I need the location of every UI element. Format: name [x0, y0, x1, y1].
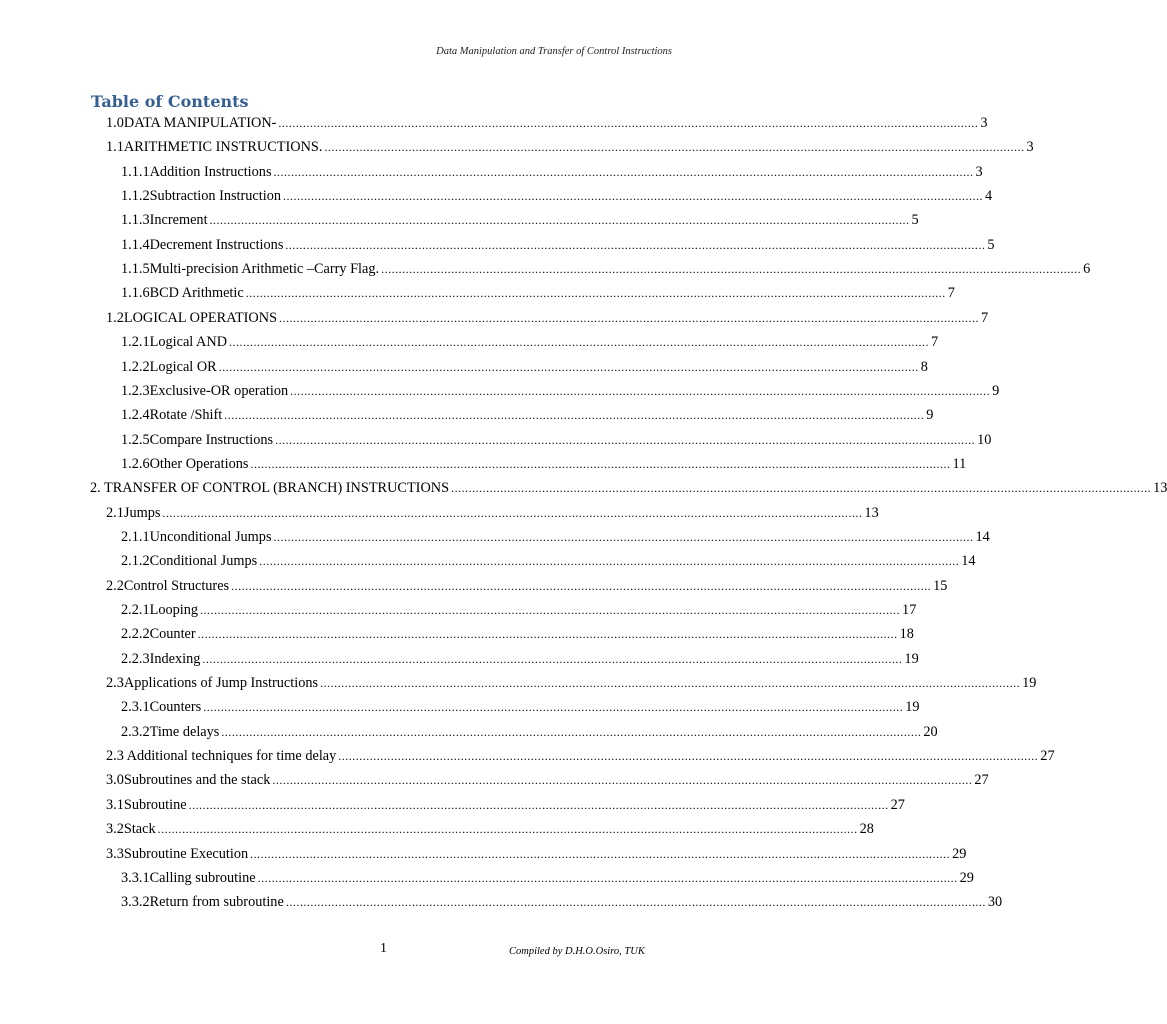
- toc-entry-page: 27: [974, 772, 989, 789]
- toc-entry-number: 2.3.1: [121, 699, 150, 716]
- toc-entry-number: 1.1.5: [121, 261, 150, 278]
- toc-entry[interactable]: [121, 235, 995, 255]
- toc-entry[interactable]: [121, 454, 967, 474]
- toc-entry-number: 3.1: [106, 796, 124, 813]
- toc-entry-page: 5: [911, 212, 919, 229]
- toc-dot-leader: ........................................................................................................................................................................................................: [338, 749, 1039, 764]
- toc-entry-page: 18: [899, 626, 914, 643]
- toc-dot-leader: ........................................................................................................................................................................................................: [209, 213, 910, 228]
- toc-entry-title: Subroutine: [123, 796, 187, 813]
- toc-entry-number: 1.2.4: [121, 407, 150, 424]
- toc-dot-leader: ........................................................................................................................................................................................................: [279, 310, 980, 325]
- toc-entry-title: Logical OR: [149, 358, 217, 375]
- toc-entry[interactable]: [121, 283, 955, 303]
- toc-entry-title: Exclusive-OR operation: [149, 382, 289, 399]
- toc-entry-page: 3: [980, 115, 988, 131]
- toc-entry-title: Increment: [149, 212, 208, 229]
- toc-entry-page: 13: [1153, 480, 1167, 497]
- toc-entry[interactable]: [106, 308, 989, 328]
- toc-entry-number: 1.2.5: [121, 431, 150, 448]
- toc-entry-page: 15: [933, 577, 948, 594]
- toc-entry[interactable]: [121, 697, 920, 717]
- toc-entry-number: 3.3.1: [121, 869, 150, 886]
- toc-entry-title: Subroutine Execution: [123, 845, 249, 862]
- toc-entry-title: Other Operations: [149, 455, 249, 472]
- toc-entry[interactable]: [121, 381, 1000, 401]
- toc-dot-leader: ........................................................................................................................................................................................................: [320, 676, 1021, 691]
- toc-dot-leader: ........................................................................................................................................................................................................: [197, 627, 898, 642]
- toc-entry-page: 20: [923, 723, 938, 740]
- toc-entry[interactable]: [106, 844, 967, 864]
- toc-entry-page: 17: [902, 602, 917, 618]
- toc-entry[interactable]: [121, 259, 1091, 279]
- toc-entry-page: 6: [1083, 261, 1091, 278]
- toc-entry-page: 29: [952, 845, 967, 862]
- toc-entry-title: LOGICAL OPERATIONS: [123, 309, 278, 326]
- toc-entry[interactable]: [121, 430, 992, 450]
- toc-entry-title: Stack: [123, 821, 156, 838]
- toc-entry-page: 4: [985, 188, 993, 205]
- toc-entry[interactable]: [90, 478, 1167, 498]
- toc-entry[interactable]: [106, 503, 879, 523]
- toc-entry-title: Looping: [149, 602, 199, 618]
- toc-entry-page: 19: [904, 650, 919, 667]
- toc-entry-page: 3: [1026, 139, 1034, 156]
- toc-dot-leader: ........................................................................................................................................................................................................: [273, 164, 974, 179]
- toc-entry-title: Counters: [149, 699, 202, 716]
- toc-entry-page: 29: [959, 869, 974, 886]
- toc-entry-title: Conditional Jumps: [149, 553, 258, 570]
- toc-dot-leader: ........................................................................................................................................................................................................: [229, 335, 930, 350]
- toc-entry-title: Subroutines and the stack: [123, 772, 271, 789]
- toc-dot-leader: ........................................................................................................................................................................................................: [324, 140, 1025, 155]
- toc-dot-leader: ........................................................................................................................................................................................................: [218, 359, 919, 374]
- toc-dot-leader: ........................................................................................................................................................................................................: [162, 505, 863, 520]
- toc-dot-leader: ........................................................................................................................................................................................................: [272, 773, 973, 788]
- toc-entry-page: 19: [1022, 675, 1037, 692]
- toc-entry-number: 1.2.6: [121, 455, 150, 472]
- toc-entry-page: 27: [890, 796, 905, 813]
- toc-entry-number: 2.2.2: [121, 626, 150, 643]
- toc-entry-page: 19: [905, 699, 920, 716]
- toc-entry-number: 2.1.1: [121, 528, 150, 545]
- toc-dot-leader: ........................................................................................................................................................................................................: [451, 481, 1152, 496]
- toc-entry-title: Control Structures: [123, 577, 230, 594]
- toc-entry[interactable]: [106, 795, 905, 815]
- toc-entry[interactable]: [121, 551, 976, 571]
- toc-dot-leader: ........................................................................................................................................................................................................: [188, 797, 889, 812]
- running-header: Data Manipulation and Transfer of Control Instructions: [436, 46, 672, 57]
- toc-entry-title: Counter: [149, 626, 196, 643]
- toc-entry[interactable]: [106, 576, 948, 596]
- toc-entry-number: 3.0: [106, 772, 124, 789]
- toc-dot-leader: ........................................................................................................................................................................................................: [259, 554, 960, 569]
- toc-entry-number: 1.1.1: [121, 163, 150, 180]
- toc-entry-number: 3.3: [106, 845, 124, 862]
- toc-entry[interactable]: [121, 527, 990, 547]
- toc-entry-number: 1.2: [106, 309, 124, 326]
- toc-entry[interactable]: [106, 113, 988, 133]
- toc-entry-number: 2.2: [106, 577, 124, 594]
- toc-entry[interactable]: [106, 137, 1034, 157]
- toc-entry-number: 2.2.1: [121, 602, 150, 618]
- toc-entry[interactable]: [121, 892, 1003, 912]
- toc-entry-page: 30: [987, 894, 1003, 911]
- toc-entry[interactable]: [121, 162, 983, 182]
- toc-dot-leader: ........................................................................................................................................................................................................: [157, 822, 858, 837]
- toc-entry-title: Return from subroutine: [149, 894, 284, 911]
- toc-entry-number: 2.1: [106, 504, 124, 521]
- toc-dot-leader: ........................................................................................................................................................................................................: [278, 116, 979, 130]
- toc-entry-page: 3: [975, 163, 983, 180]
- toc-entry-number: 3.3.2: [121, 894, 150, 911]
- toc-entry-page: 9: [992, 382, 1000, 399]
- toc-entry[interactable]: [121, 210, 919, 230]
- toc-dot-leader: ........................................................................................................................................................................................................: [257, 870, 958, 885]
- toc-entry[interactable]: [121, 624, 914, 644]
- toc-entry[interactable]: [121, 405, 934, 425]
- toc-entry[interactable]: [106, 770, 989, 790]
- toc-entry-title: ARITHMETIC INSTRUCTIONS.: [123, 139, 323, 156]
- toc-entry-page: 28: [859, 821, 874, 838]
- toc-entry-title: Compare Instructions: [149, 431, 274, 448]
- toc-dot-leader: ........................................................................................................................................................................................................: [250, 456, 951, 471]
- toc-entry-number: 1.1.4: [121, 236, 150, 253]
- toc-entry-page: 13: [864, 504, 879, 521]
- toc-entry-title: Rotate /Shift: [149, 407, 223, 424]
- toc-dot-leader: ........................................................................................................................................................................................................: [224, 408, 925, 423]
- toc-entry[interactable]: [121, 649, 919, 669]
- toc-entry-title: Multi-precision Arithmetic –Carry Flag.: [149, 261, 380, 278]
- toc-entry-number: 1.1.6: [121, 285, 150, 302]
- toc-entry[interactable]: [121, 868, 974, 888]
- toc-entry-number: 2.2.3: [121, 650, 150, 667]
- toc-entry[interactable]: [106, 673, 1037, 693]
- page-number: 1: [380, 941, 387, 956]
- toc-dot-leader: ........................................................................................................................................................................................................: [250, 846, 951, 861]
- toc-dot-leader: ........................................................................................................................................................................................................: [200, 603, 901, 617]
- toc-entry[interactable]: [121, 722, 938, 742]
- toc-entry-page: 9: [926, 407, 934, 424]
- toc-entry-page: 5: [987, 236, 995, 253]
- toc-dot-leader: ........................................................................................................................................................................................................: [203, 700, 904, 715]
- toc-entry-title: Logical AND: [149, 334, 228, 351]
- toc-entry-number: 1.2.1: [121, 334, 150, 351]
- toc-entry[interactable]: [121, 186, 993, 206]
- toc-entry-page: 11: [952, 455, 967, 472]
- toc-entry-title: Applications of Jump Instructions: [123, 675, 319, 692]
- toc-dot-leader: ........................................................................................................................................................................................................: [381, 262, 1082, 277]
- toc-entry-number: 1.1.3: [121, 212, 150, 229]
- toc-dot-leader: ........................................................................................................................................................................................................: [275, 432, 976, 447]
- toc-entry[interactable]: [121, 357, 928, 377]
- toc-entry-title: BCD Arithmetic: [149, 285, 244, 302]
- toc-entry-title: Decrement Instructions: [149, 236, 284, 253]
- toc-dot-leader: ........................................................................................................................................................................................................: [285, 895, 986, 910]
- toc-entry-page: 27: [1040, 748, 1055, 765]
- toc-entry-title: 2.3 Additional techniques for time delay: [106, 748, 337, 765]
- toc-dot-leader: ........................................................................................................................................................................................................: [273, 529, 974, 544]
- toc-dot-leader: ........................................................................................................................................................................................................: [290, 383, 991, 398]
- toc-entry-number: 1.2.3: [121, 382, 150, 399]
- toc-entry-number: 2.1.2: [121, 553, 150, 570]
- toc-entry-page: 10: [977, 431, 992, 448]
- toc-entry[interactable]: [106, 746, 1055, 766]
- toc-entry-number: 1.1.2: [121, 188, 150, 205]
- toc-dot-leader: ........................................................................................................................................................................................................: [221, 724, 922, 739]
- toc-entry-number: 2.3.2: [121, 723, 150, 740]
- toc-title: Table of Contents: [91, 92, 249, 111]
- toc-entry-title: Unconditional Jumps: [149, 528, 272, 545]
- toc-entry-title: Calling subroutine: [149, 869, 256, 886]
- footer-credit: Compiled by D.H.O.Osiro, TUK: [509, 946, 645, 957]
- toc-entry-number: 3.2: [106, 821, 124, 838]
- toc-entry-number: 2.3: [106, 675, 124, 692]
- toc-entry-number: 1.1: [106, 139, 124, 156]
- toc-entry-number: 1.2.2: [121, 358, 150, 375]
- toc-entry-page: 7: [981, 309, 989, 326]
- toc-entry-number: 1.0: [106, 115, 124, 131]
- toc-entry[interactable]: [121, 332, 939, 352]
- toc-dot-leader: ........................................................................................................................................................................................................: [202, 651, 903, 666]
- toc-dot-leader: ........................................................................................................................................................................................................: [231, 578, 932, 593]
- toc-entry-page: 7: [931, 334, 939, 351]
- toc-entry-title: Indexing: [149, 650, 201, 667]
- toc-dot-leader: ........................................................................................................................................................................................................: [283, 189, 984, 204]
- toc-entry-page: 8: [920, 358, 928, 375]
- toc-dot-leader: ........................................................................................................................................................................................................: [245, 286, 946, 301]
- toc-entry-page: 7: [947, 285, 955, 302]
- toc-entry-title: 2. TRANSFER OF CONTROL (BRANCH) INSTRUCTIONS: [90, 480, 450, 497]
- toc-entry-title: Subtraction Instruction: [149, 188, 282, 205]
- toc-entry-title: Jumps: [123, 504, 161, 521]
- toc-entry-title: Time delays: [149, 723, 220, 740]
- toc-entry-title: Addition Instructions: [149, 163, 272, 180]
- toc-entry-title: DATA MANIPULATION-: [123, 115, 277, 131]
- toc-entry[interactable]: [106, 819, 874, 839]
- toc-entry-page: 14: [961, 553, 976, 570]
- toc-entry-page: 14: [975, 528, 990, 545]
- toc-dot-leader: ........................................................................................................................................................................................................: [285, 237, 986, 252]
- toc-entry[interactable]: [121, 600, 917, 620]
